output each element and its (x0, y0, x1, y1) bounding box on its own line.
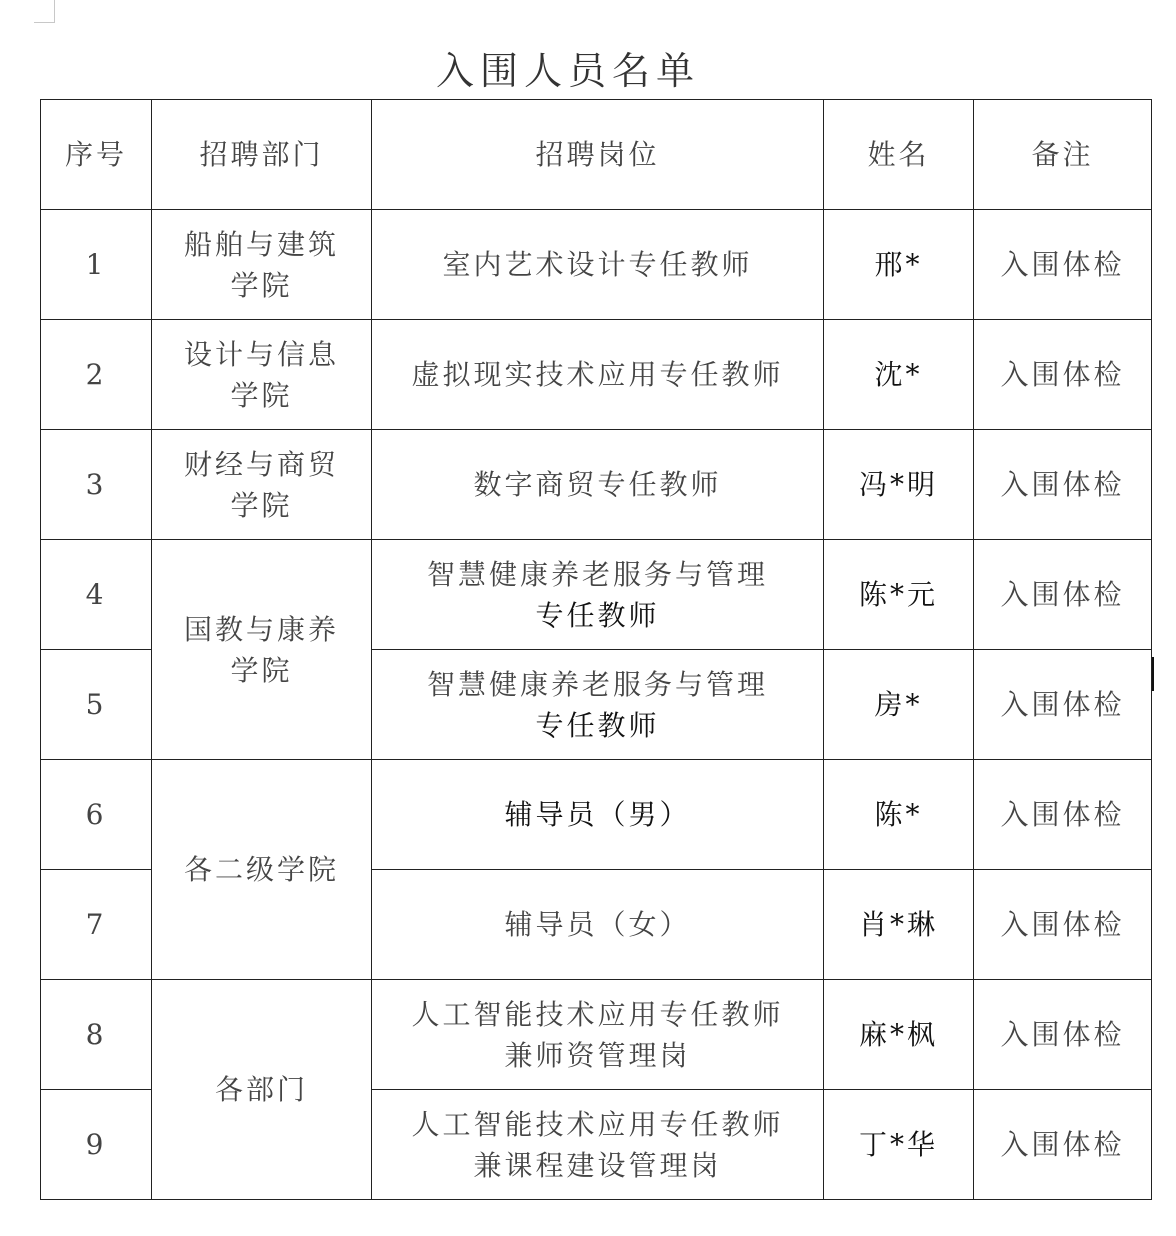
position-line: 专任教师 (535, 708, 660, 742)
dept-line: 学院 (230, 653, 293, 687)
cell-seq: 1 (41, 210, 152, 320)
cell-seq: 4 (41, 540, 152, 650)
position-line: 辅导员（女） (504, 908, 691, 941)
table-row (41, 210, 1152, 320)
cell-seq: 5 (41, 650, 152, 760)
cell-seq: 7 (41, 870, 152, 980)
cell-dept (152, 980, 372, 1200)
dept-line: 设计与信息 (183, 337, 339, 371)
cell-remark: 入围体检 (974, 1090, 1152, 1200)
position-line: 虚拟现实技术应用专任教师 (411, 358, 784, 391)
cell-seq: 8 (41, 980, 152, 1090)
table-row (41, 320, 1152, 430)
roster-table (40, 99, 1152, 1200)
position-line: 兼师资管理岗 (504, 1038, 691, 1072)
position-line: 数字商贸专任教师 (473, 468, 722, 501)
dept-line: 国教与康养 (183, 612, 339, 646)
table-row (41, 430, 1152, 540)
cell-dept (152, 760, 372, 980)
cell-name: 陈*元 (824, 540, 974, 650)
header-seq: 序号 (41, 100, 152, 210)
cell-name: 陈* (824, 760, 974, 870)
position-line: 辅导员（男） (504, 798, 691, 831)
cell-position (372, 430, 824, 540)
cell-name: 肖*琳 (824, 870, 974, 980)
cell-dept (152, 540, 372, 760)
table-row (41, 540, 1152, 650)
cell-remark: 入围体检 (974, 320, 1152, 430)
position-line: 室内艺术设计专任教师 (442, 248, 753, 281)
cell-position (372, 320, 824, 430)
cell-name: 沈* (824, 320, 974, 430)
text-cursor (1152, 657, 1154, 691)
cell-position (372, 210, 824, 320)
cell-position (372, 540, 824, 650)
table-header-row (41, 100, 1152, 210)
cell-position (372, 650, 824, 760)
header-remark: 备注 (974, 100, 1152, 210)
cell-position (372, 870, 824, 980)
cell-name: 麻*枫 (824, 980, 974, 1090)
page-corner-mark (34, 0, 55, 23)
cell-name: 丁*华 (824, 1090, 974, 1200)
cell-dept (152, 320, 372, 430)
cell-remark: 入围体检 (974, 540, 1152, 650)
cell-remark: 入围体检 (974, 210, 1152, 320)
cell-seq: 2 (41, 320, 152, 430)
position-line: 人工智能技术应用专任教师 (411, 997, 784, 1031)
position-line: 兼课程建设管理岗 (473, 1148, 722, 1182)
page-title: 入围人员名单 (435, 49, 700, 93)
cell-remark: 入围体检 (974, 980, 1152, 1090)
position-line: 智慧健康养老服务与管理 (426, 557, 768, 591)
header-dept: 招聘部门 (152, 100, 372, 210)
cell-remark: 入围体检 (974, 760, 1152, 870)
dept-line: 各部门 (214, 1073, 308, 1106)
cell-name: 房* (824, 650, 974, 760)
position-line: 专任教师 (535, 598, 660, 632)
header-name: 姓名 (824, 100, 974, 210)
dept-line: 学院 (230, 268, 293, 302)
cell-seq: 6 (41, 760, 152, 870)
position-line: 人工智能技术应用专任教师 (411, 1107, 784, 1141)
cell-dept (152, 210, 372, 320)
table-row (41, 980, 1152, 1090)
dept-line: 学院 (230, 488, 293, 522)
table-row (41, 760, 1152, 870)
cell-name: 邢* (824, 210, 974, 320)
header-position: 招聘岗位 (372, 100, 824, 210)
position-line: 智慧健康养老服务与管理 (426, 667, 768, 701)
dept-line: 各二级学院 (183, 853, 339, 886)
cell-name: 冯*明 (824, 430, 974, 540)
dept-line: 财经与商贸 (183, 447, 339, 481)
cell-position (372, 980, 824, 1090)
dept-line: 学院 (230, 378, 293, 412)
cell-remark: 入围体检 (974, 650, 1152, 760)
cell-remark: 入围体检 (974, 430, 1152, 540)
cell-position (372, 760, 824, 870)
cell-position (372, 1090, 824, 1200)
cell-dept (152, 430, 372, 540)
dept-line: 船舶与建筑 (183, 227, 339, 261)
cell-seq: 3 (41, 430, 152, 540)
cell-seq: 9 (41, 1090, 152, 1200)
cell-remark: 入围体检 (974, 870, 1152, 980)
